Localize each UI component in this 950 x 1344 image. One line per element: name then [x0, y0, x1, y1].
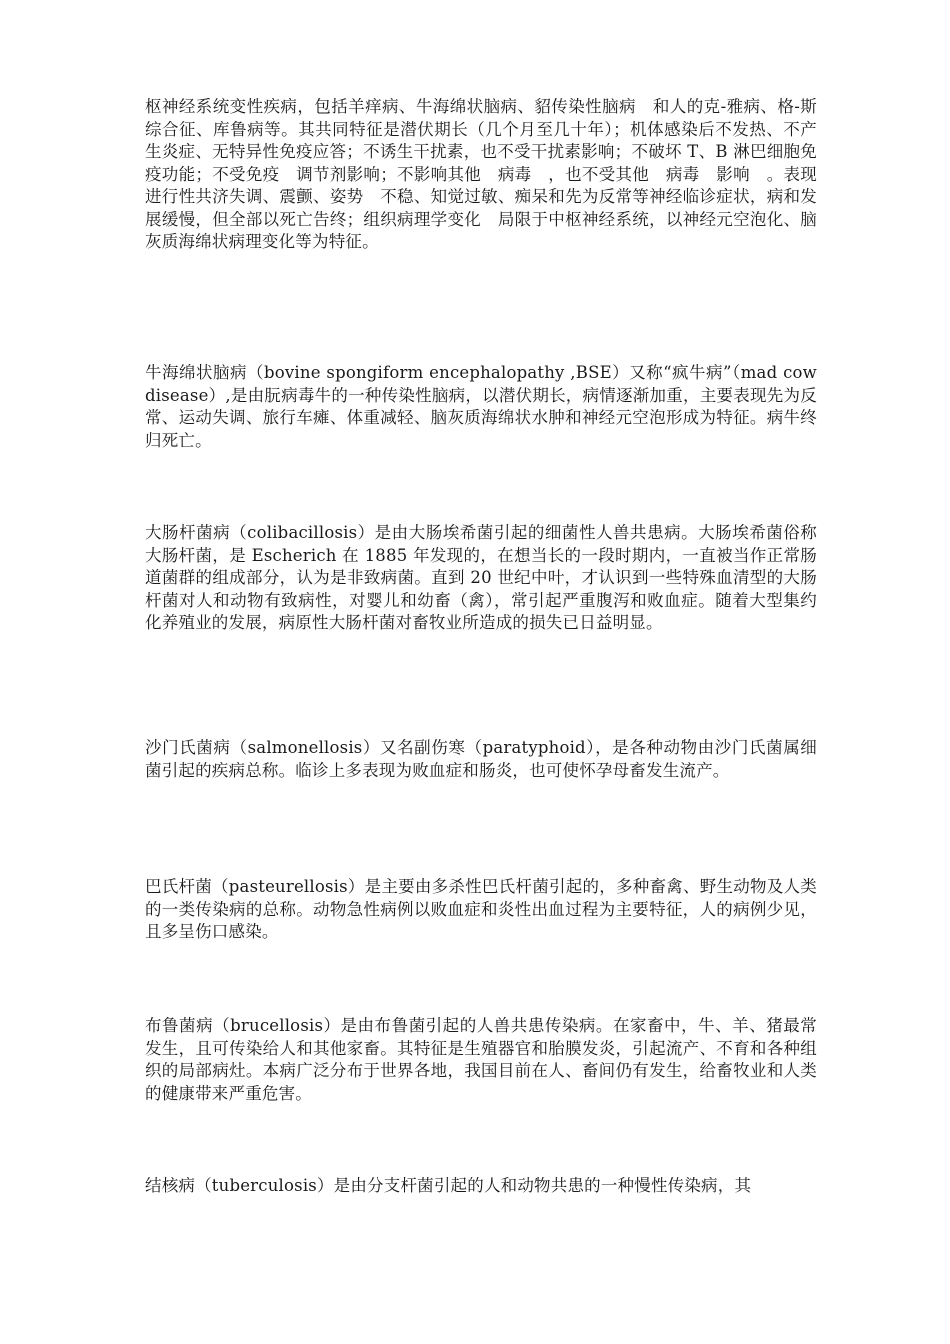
paragraph-pasteurellosis: 巴氏杆菌（pasteurellosis）是主要由多杀性巴氏杆菌引起的，多种畜禽、野生动物及人类的一类传染病的总称。动物急性病例以败血症和炎性出血过程为主要特征，人的病例少见，且多呈伤口感染。: [145, 877, 817, 941]
paragraph-colibacillosis: 大肠杆菌病（colibacillosis）是由大肠埃希菌引起的细菌性人兽共患病。大肠埃希菌俗称大肠杆菌，是 Escherich 在 1885 年发现的，在想当长的一段时期内，一直被当作正常肠道菌群的组成部分，认为是非致病菌。直到 20 世纪中叶，才认识到一些特殊血清型的大肠杆菌对人和动物有致病性，对婴儿和幼畜（禽），常引起严重腹泻和败血症。随着大型集约化养殖业的发展，病原性大肠杆菌对畜牧业所造成的损失已日益明显。: [145, 523, 817, 632]
paragraph-brucellosis: 布鲁菌病（brucellosis）是由布鲁菌引起的人兽共患传染病。在家畜中，牛、羊、猪最常发生，且可传染给人和其他家畜。其特征是生殖器官和胎膜发炎，引起流产、不育和各种组织的局部病灶。本病广泛分布于世界各地，我国目前在人、畜间仍有发生，给畜牧业和人类的健康带来严重危害。: [145, 1016, 817, 1103]
paragraph-salmonellosis: 沙门氏菌病（salmonellosis）又名副伤寒（paratyphoid），是各种动物由沙门氏菌属细菌引起的疾病总称。临诊上多表现为败血症和肠炎，也可使怀孕母畜发生流产。: [145, 738, 817, 780]
paragraph-prion-diseases: 枢神经系统变性疾病，包括羊痒病、牛海绵状脑病、貂传染性脑病 和人的克-雅病、格-斯综合征、库鲁病等。其共同特征是潜伏期长（几个月至几十年）；机体感染后不发热、不产生炎症、无特异性免疫应答；不诱生干扰素，也不受干扰素影响；不破坏 T、B 淋巴细胞免疫功能；不受免疫 调节剂影响；不影响其他 病毒 ，也不受其他 病毒 影响 。表现进行性共济失调、震颤、姿势 不稳、知觉过敏、痴呆和先为反常等神经临诊症状，病和发展缓慢，但全部以死亡告终；组织病理学变化 局限于中枢神经系统，以神经元空泡化、脑灰质海绵状病理变化等为特征。: [145, 97, 817, 251]
paragraph-bse: 牛海绵状脑病（bovine spongiform encephalopathy ,BSE）又称“疯牛病”（mad cow disease）,是由朊病毒牛的一种传染性脑病，以潜伏期长，病情逐渐加重，主要表现先为反常、运动失调、旅行车瘫、体重减轻、脑灰质海绵状水肿和神经元空泡形成为特征。病牛终归死亡。: [145, 363, 817, 450]
paragraph-tuberculosis: 结核病（tuberculosis）是由分支杆菌引起的人和动物共患的一种慢性传染病，其: [145, 1176, 752, 1195]
